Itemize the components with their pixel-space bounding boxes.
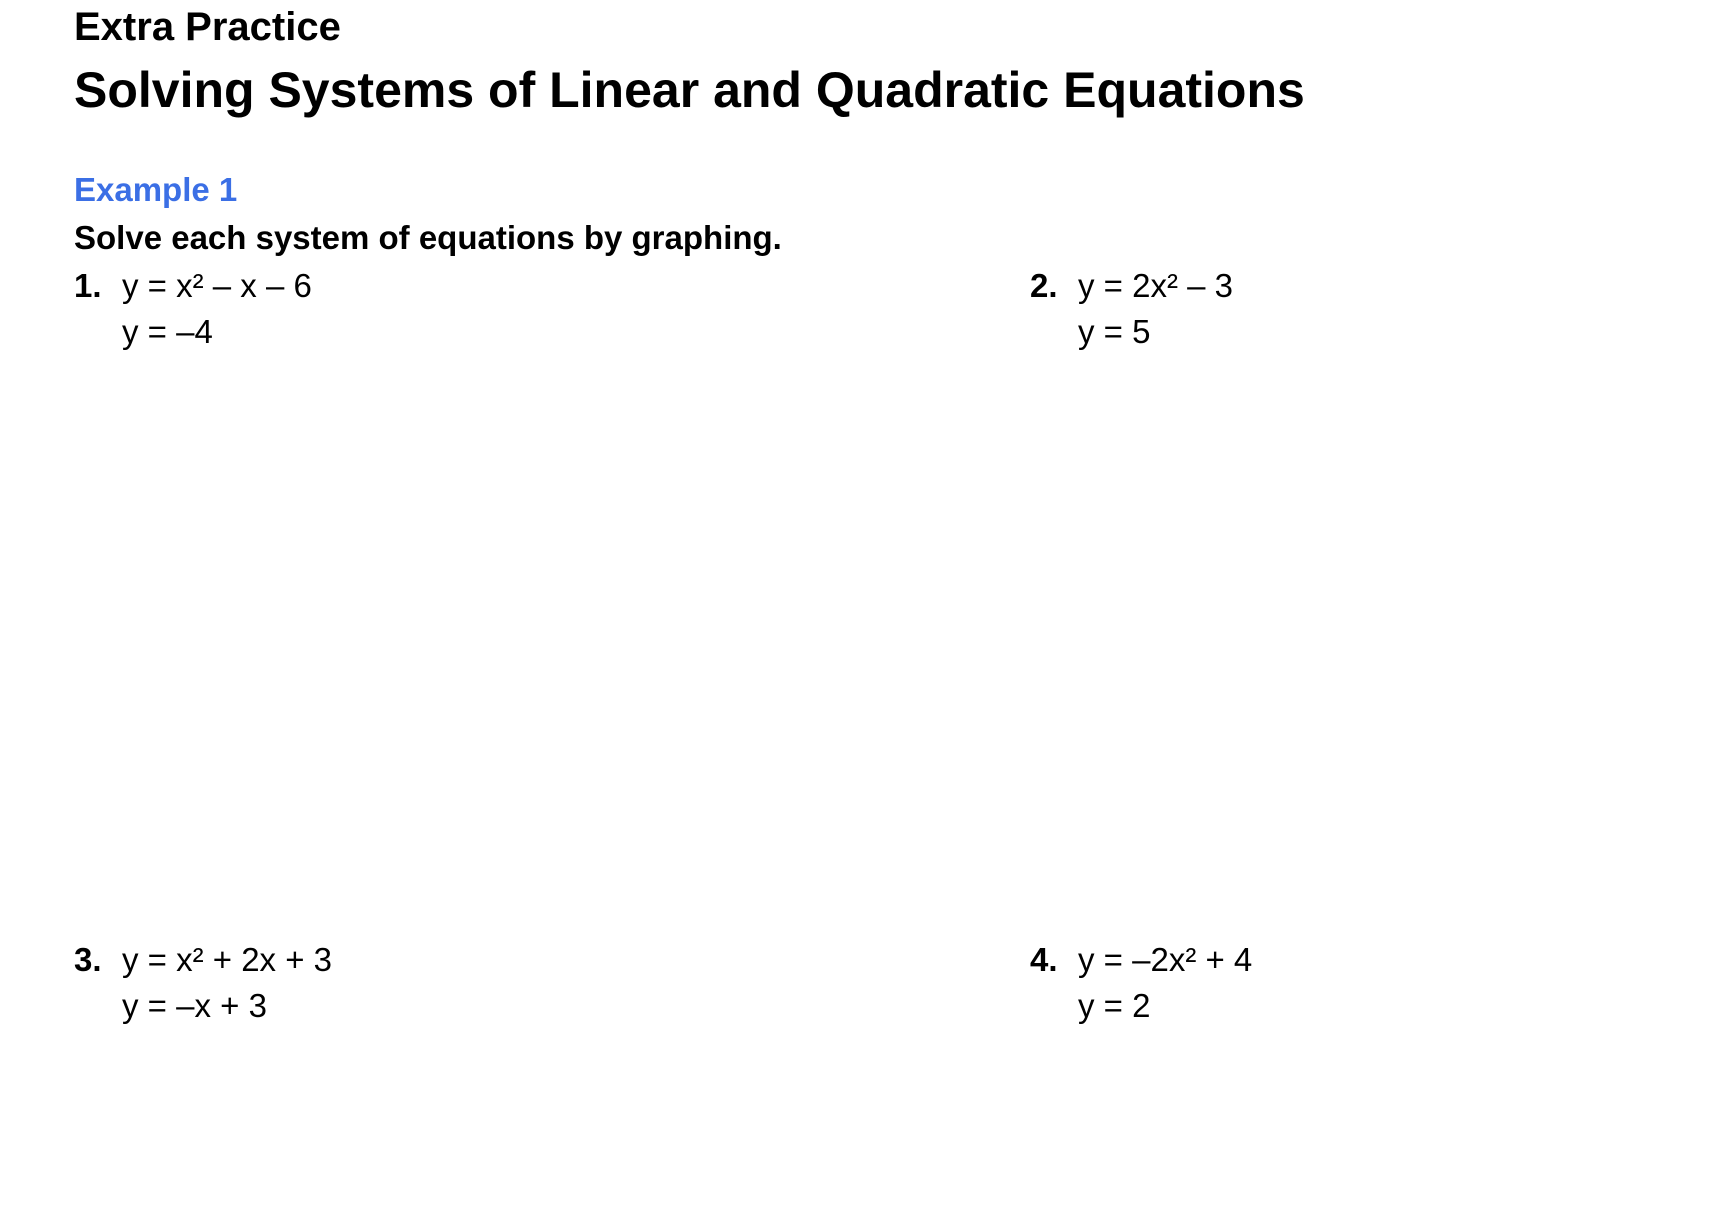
problem-4	[1030, 940, 1730, 1040]
problem-2	[1030, 266, 1730, 366]
example-instructions: Solve each system of equations by graphing.	[74, 219, 782, 256]
problem-equation-2: y = –4	[122, 313, 213, 350]
problem-3	[74, 940, 774, 1040]
problem-number: 3.	[74, 941, 102, 978]
worksheet-kicker: Extra Practice	[74, 5, 341, 49]
problem-equation-2: y = 5	[1078, 313, 1151, 350]
problem-equation-2: y = 2	[1078, 987, 1151, 1024]
problem-equation-1: y = x² + 2x + 3	[122, 941, 333, 978]
problem-number: 4.	[1030, 941, 1058, 978]
problem-number: 1.	[74, 267, 102, 304]
problem-1	[74, 266, 774, 366]
example-label: Example 1	[74, 171, 238, 208]
problem-equation-1: y = x² – x – 6	[122, 267, 312, 304]
problem-number: 2.	[1030, 267, 1058, 304]
problem-equation-1: y = –2x² + 4	[1078, 941, 1253, 978]
problem-equation-2: y = –x + 3	[122, 987, 267, 1024]
page-title: Solving Systems of Linear and Quadratic Equations	[74, 62, 1305, 118]
problem-equation-1: y = 2x² – 3	[1078, 267, 1233, 304]
